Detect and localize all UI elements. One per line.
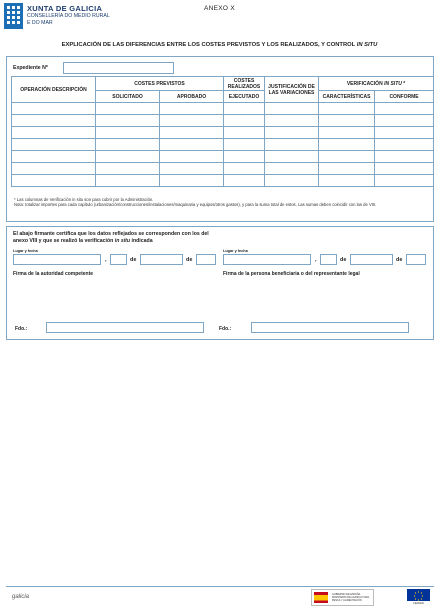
table-cell[interactable]	[12, 103, 96, 115]
fdo-label-right: Fdo.:	[219, 326, 232, 332]
table-cell[interactable]	[12, 115, 96, 127]
org-dept-line-1: CONSELLERÍA DO MEDIO RURAL	[27, 13, 110, 19]
eu-fund-text: FEADER	[413, 602, 424, 605]
table-cell[interactable]	[224, 139, 265, 151]
fdo-field-left[interactable]	[46, 322, 204, 333]
table-cell[interactable]	[224, 175, 265, 187]
header-costes-previstos: COSTES PREVISTOS	[96, 77, 224, 91]
org-name: XUNTA DE GALICIA	[27, 4, 103, 13]
table-cell[interactable]	[319, 115, 375, 127]
document-header	[4, 3, 434, 31]
spain-flag-icon	[314, 592, 328, 603]
table-cell[interactable]	[160, 175, 224, 187]
table-cell[interactable]	[319, 139, 375, 151]
header-caracteristicas: CARACTERÍSTICAS	[319, 91, 375, 103]
table-cell[interactable]	[12, 127, 96, 139]
header-justificacion: JUSTIFICACIÓN DE LAS VARIACIONES	[265, 77, 319, 103]
table-cell[interactable]	[265, 151, 319, 163]
table-row	[12, 115, 434, 127]
costs-table	[11, 76, 434, 187]
table-cell[interactable]	[96, 151, 160, 163]
fdo-label-left: Fdo.:	[15, 326, 28, 332]
document-footer	[6, 586, 434, 610]
table-cell[interactable]	[375, 175, 434, 187]
de-right-2: de	[396, 257, 403, 263]
spain-government-text: GOBIERNO DE ESPAÑA MINISTERIO DE AGRICULTURA, PESCA Y ALIMENTACIÓN	[332, 593, 370, 602]
certification-text	[13, 231, 223, 244]
de-left-1: de	[130, 257, 137, 263]
table-cell[interactable]	[375, 139, 434, 151]
certification-section	[6, 226, 434, 340]
expediente-label: Expediente Nº	[13, 65, 48, 71]
year-field-left[interactable]	[196, 254, 216, 265]
certification-text-suffix: indicada	[131, 237, 153, 244]
lugar-fecha-label-right: Lugar y fecha	[223, 249, 248, 253]
header-verificacion	[319, 77, 434, 91]
table-cell[interactable]	[265, 115, 319, 127]
table-cell[interactable]	[375, 163, 434, 175]
certification-text-italic: in situ	[114, 237, 131, 244]
table-cell[interactable]	[265, 127, 319, 139]
de-left-2: de	[186, 257, 193, 263]
table-cell[interactable]	[375, 103, 434, 115]
header-verificacion-italic: IN SITU	[384, 80, 402, 87]
comma-left: ,	[105, 257, 107, 263]
table-cell[interactable]	[375, 151, 434, 163]
day-field-left[interactable]	[110, 254, 127, 265]
comma-right: ,	[315, 257, 317, 263]
month-field-right[interactable]	[350, 254, 393, 265]
table-cell[interactable]	[319, 127, 375, 139]
header-operacion: OPERACIÓN DESCRIPCIÓN	[12, 77, 96, 103]
lugar-field-right[interactable]	[223, 254, 311, 265]
header-ejecutado: EJECUTADO	[224, 91, 265, 103]
lugar-fecha-label-left: Lugar y fecha	[13, 249, 38, 253]
table-cell[interactable]	[12, 163, 96, 175]
org-dept-line-2: E DO MAR	[27, 20, 53, 26]
table-cell[interactable]	[224, 163, 265, 175]
header-costes-realizados: COSTES REALIZADOS	[224, 77, 265, 91]
table-cell[interactable]	[224, 115, 265, 127]
table-cell[interactable]	[224, 151, 265, 163]
table-cell[interactable]	[265, 139, 319, 151]
table-cell[interactable]	[160, 151, 224, 163]
table-cell[interactable]	[96, 103, 160, 115]
table-cell[interactable]	[265, 163, 319, 175]
table-cell[interactable]	[224, 103, 265, 115]
table-row	[12, 151, 434, 163]
title-italic: IN SITU	[356, 42, 378, 48]
table-notes	[14, 197, 430, 208]
table-cell[interactable]	[265, 103, 319, 115]
expediente-field[interactable]	[63, 62, 174, 74]
title-main: EXPLICACIÓN DE LAS DIFERENCIAS ENTRE LOS COSTES PREVISTOS Y LOS REALIZADOS, Y CONTROL	[61, 42, 356, 48]
header-solicitado: SOLICITADO	[96, 91, 160, 103]
table-cell[interactable]	[12, 139, 96, 151]
table-row	[12, 127, 434, 139]
table-cell[interactable]	[160, 103, 224, 115]
year-field-right[interactable]	[406, 254, 426, 265]
table-cell[interactable]	[319, 175, 375, 187]
galicia-brand: galicia	[12, 594, 30, 600]
table-cell[interactable]	[12, 151, 96, 163]
day-field-right[interactable]	[320, 254, 337, 265]
organization-block	[27, 4, 110, 27]
table-cell[interactable]	[96, 175, 160, 187]
signature-authority-label: Firma de la autoridad competente	[13, 271, 94, 277]
month-field-left[interactable]	[140, 254, 183, 265]
table-row	[12, 163, 434, 175]
table-cell[interactable]	[319, 103, 375, 115]
note-line-2: Nota: totalizar importes para cada capítulo (urbanización/construcciones/instalaciones/maquinaria y equipos/otros gastos), y para la suma total de estos. Las sumas deben coincidir con las de VIII.	[14, 202, 377, 208]
table-cell[interactable]	[375, 127, 434, 139]
lugar-field-left[interactable]	[13, 254, 101, 265]
table-cell[interactable]	[319, 151, 375, 163]
table-cell[interactable]	[96, 115, 160, 127]
table-cell[interactable]	[265, 175, 319, 187]
spain-government-logo	[311, 589, 374, 606]
header-verificacion-prefix: VERIFICACIÓN	[346, 80, 383, 87]
table-cell[interactable]	[96, 163, 160, 175]
certification-text-prefix: El abajo firmante certifica que los datos reflejados se corresponden con los del anexo VIII y que se realizó la verificación	[13, 231, 209, 244]
table-cell[interactable]	[160, 115, 224, 127]
header-aprobado: APROBADO	[160, 91, 224, 103]
table-cell[interactable]	[160, 139, 224, 151]
header-verificacion-suffix: *	[403, 80, 406, 87]
table-cell[interactable]	[96, 139, 160, 151]
eu-flag-icon	[407, 589, 430, 601]
table-cell[interactable]	[160, 127, 224, 139]
eu-logo	[407, 589, 430, 606]
table-row	[12, 103, 434, 115]
annex-label: ANEXO X	[204, 5, 235, 12]
header-conforme: CONFORME	[375, 91, 434, 103]
costs-section	[6, 56, 434, 222]
table-cell[interactable]	[319, 163, 375, 175]
xunta-logo-icon	[4, 3, 23, 29]
fdo-field-right[interactable]	[251, 322, 409, 333]
table-cell[interactable]	[375, 115, 434, 127]
table-row	[12, 175, 434, 187]
table-cell[interactable]	[12, 175, 96, 187]
note-line-1: * Las columnas de Verificación in situ son para cubrir por la Administración.	[14, 197, 154, 202]
costs-table-body	[12, 103, 434, 187]
table-cell[interactable]	[96, 127, 160, 139]
table-row	[12, 139, 434, 151]
table-cell[interactable]	[224, 127, 265, 139]
de-right-1: de	[340, 257, 347, 263]
table-cell[interactable]	[160, 163, 224, 175]
document-title	[0, 42, 439, 48]
signature-beneficiary-label: Firma de la persona beneficiaria o del representante legal	[223, 271, 360, 277]
